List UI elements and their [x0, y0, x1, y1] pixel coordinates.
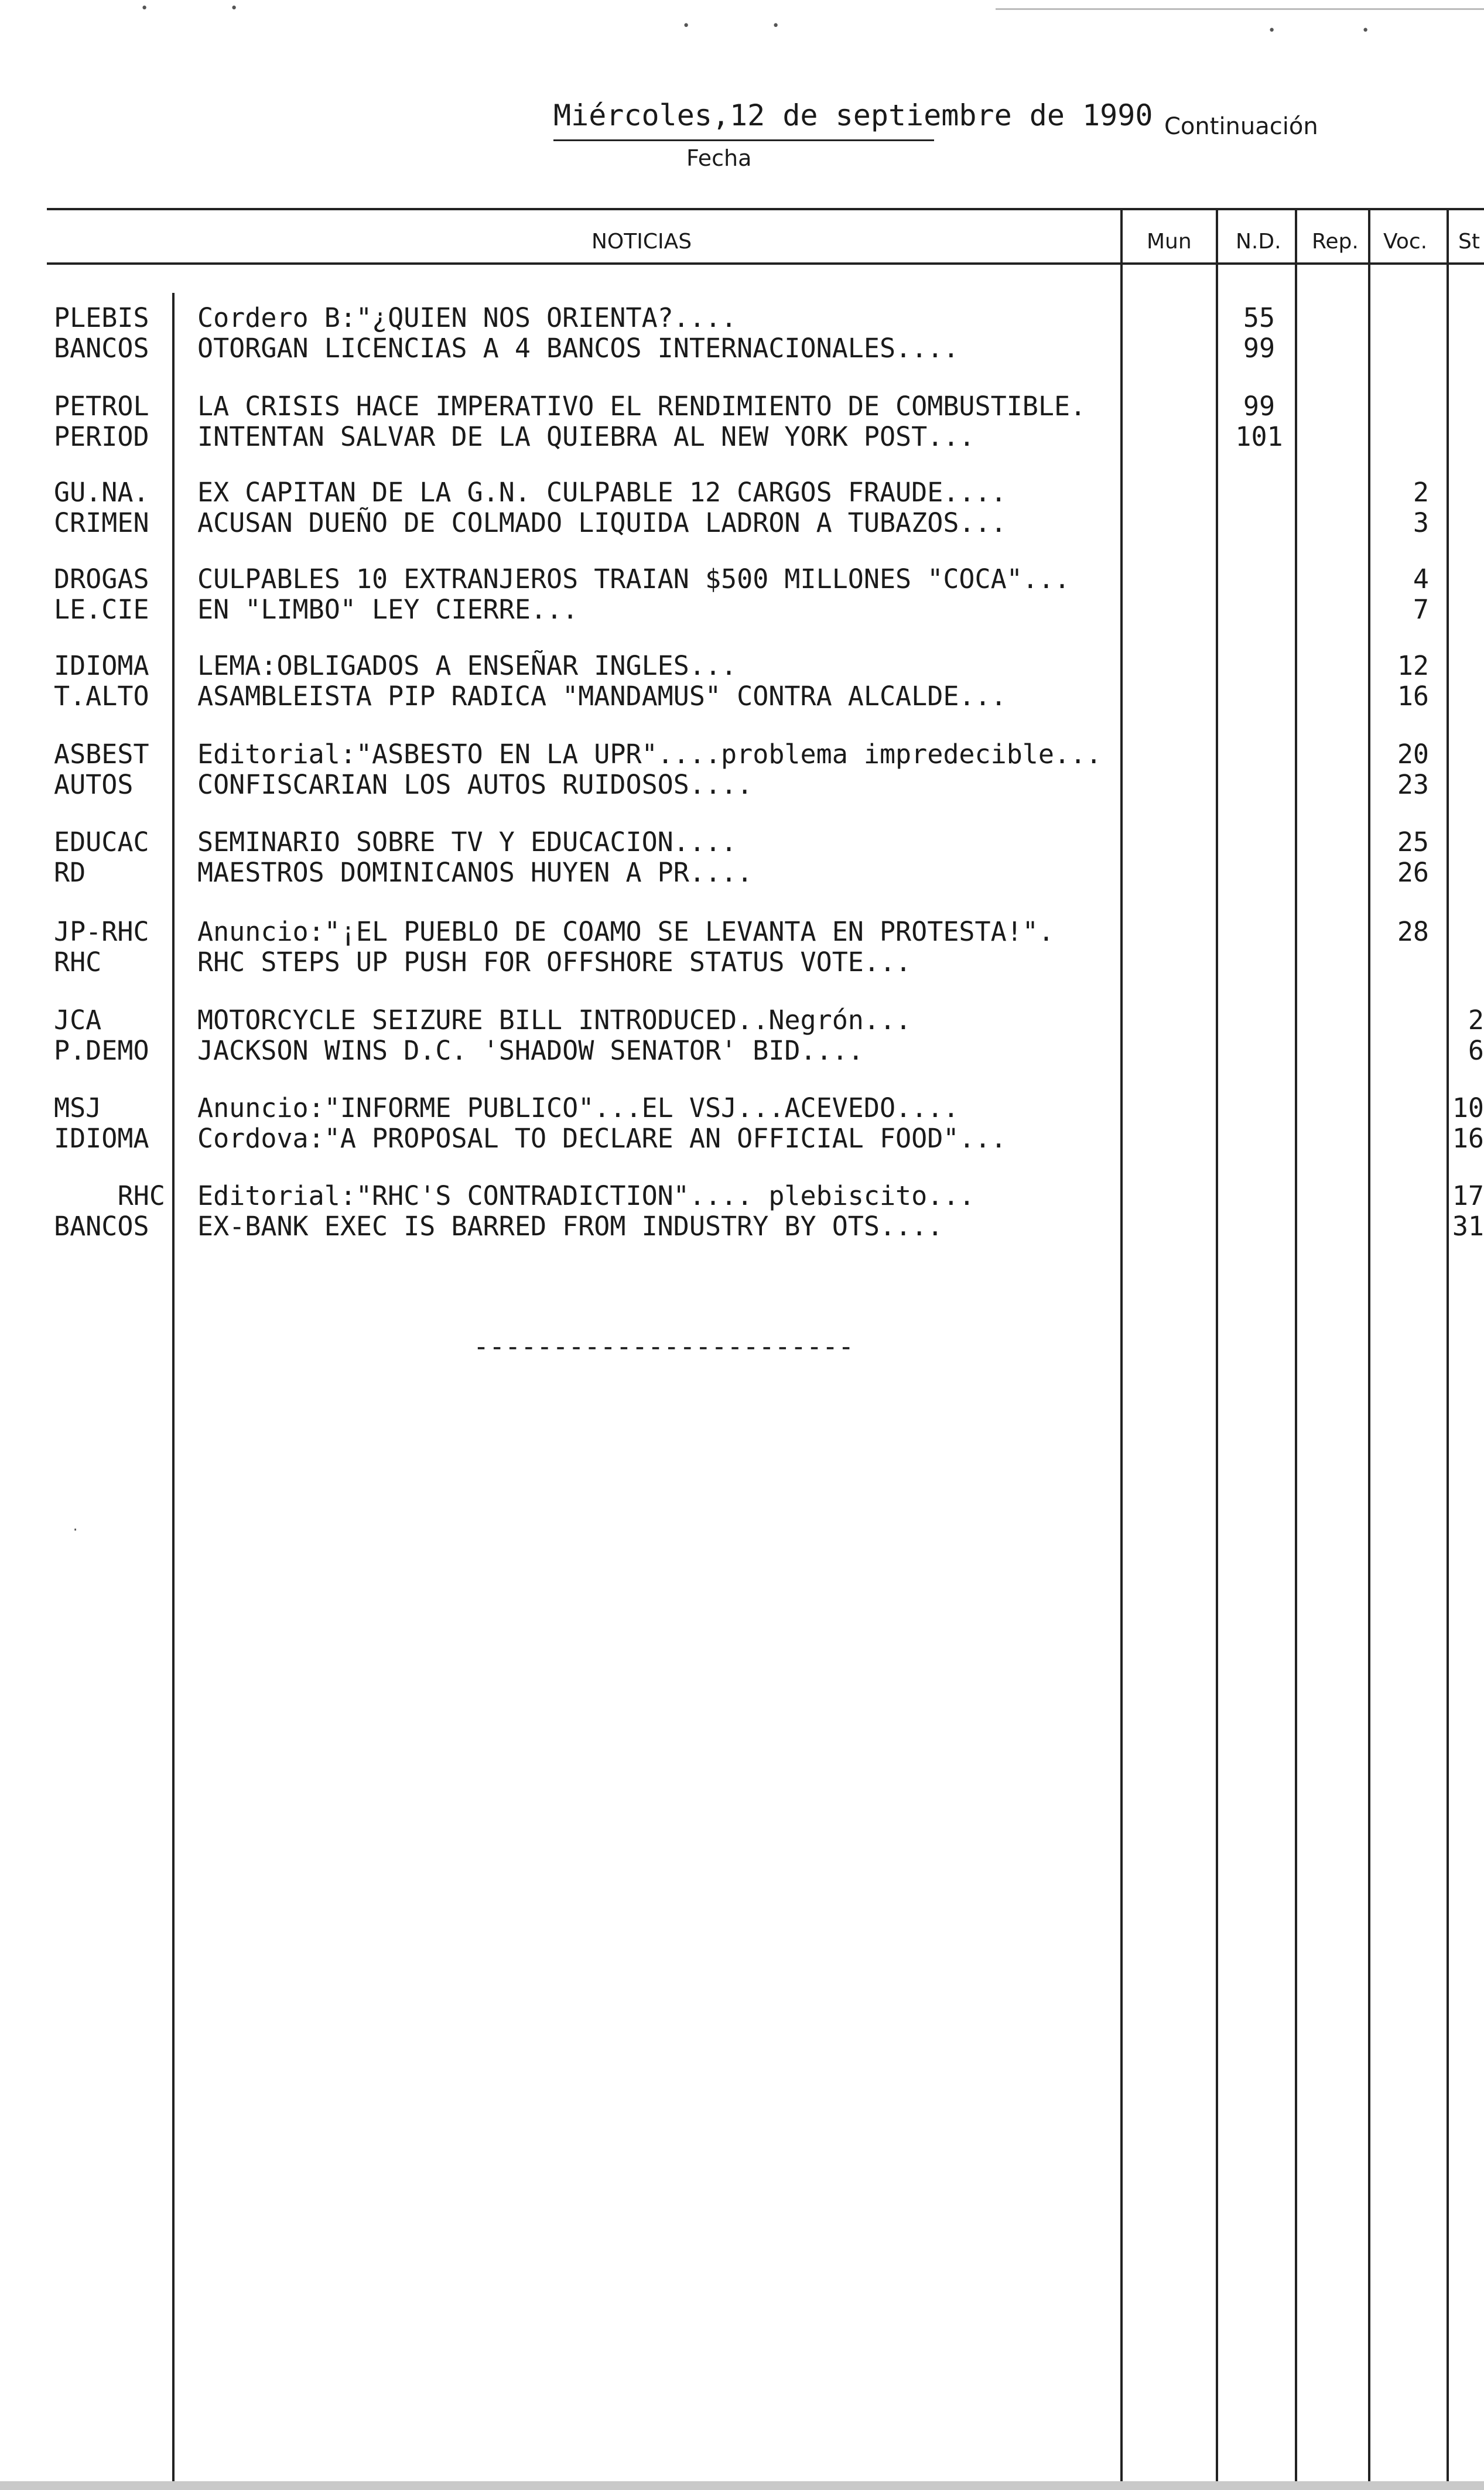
- scan-mark: •: [230, 1, 238, 16]
- date-label: Fecha: [686, 145, 752, 171]
- news-row: [0, 564, 1484, 595]
- row-nd: 101: [1235, 421, 1283, 452]
- news-row: [0, 858, 1484, 888]
- header-bottom-rule: [47, 262, 1484, 265]
- row-nd: 99: [1243, 391, 1276, 422]
- row-code: RHC: [117, 1180, 165, 1211]
- row-code: EDUCAC: [54, 826, 149, 858]
- row-title: ASAMBLEISTA PIP RADICA "MANDAMUS" CONTRA ALCALDE...: [197, 681, 1007, 712]
- row-title: LEMA:OBLIGADOS A ENSEÑAR INGLES...: [197, 650, 737, 681]
- continuation-label: Continuación: [1164, 113, 1318, 140]
- scan-bottom-edge: [0, 2481, 1484, 2490]
- row-title: OTORGAN LICENCIAS A 4 BANCOS INTERNACIONALES....: [197, 333, 959, 364]
- news-row: [0, 1005, 1484, 1036]
- row-code: BANCOS: [54, 333, 149, 364]
- news-row: [0, 917, 1484, 947]
- news-row: [0, 1211, 1484, 1242]
- date-text: Miércoles,12 de septiembre de 1990: [553, 98, 1153, 132]
- row-code: RD: [54, 857, 86, 888]
- news-row: [0, 1123, 1484, 1154]
- row-title: ACUSAN DUEÑO DE COLMADO LIQUIDA LADRON A TUBAZOS...: [197, 507, 1007, 538]
- row-st: 6: [1468, 1035, 1484, 1066]
- row-code: IDIOMA: [54, 650, 149, 681]
- column-header-voc: Voc.: [1383, 230, 1428, 254]
- column-header-mun: Mun: [1147, 230, 1192, 254]
- column-header-nd: N.D.: [1236, 230, 1281, 254]
- row-title: CULPABLES 10 EXTRANJEROS TRAIAN $500 MILLONES "COCA"...: [197, 563, 1071, 595]
- row-title: JACKSON WINS D.C. 'SHADOW SENATOR' BID....: [197, 1035, 864, 1066]
- row-title: EX CAPITAN DE LA G.N. CULPABLE 12 CARGOS FRAUDE....: [197, 477, 1007, 508]
- row-code: JCA: [54, 1005, 102, 1036]
- row-code: PETROL: [54, 391, 149, 422]
- news-row: [0, 739, 1484, 770]
- row-code: T.ALTO: [54, 681, 149, 712]
- news-row: [0, 827, 1484, 858]
- column-header-st: St: [1458, 230, 1480, 254]
- row-title: Cordova:"A PROPOSAL TO DECLARE AN OFFICIAL FOOD"...: [197, 1123, 1007, 1154]
- row-nd: 99: [1243, 333, 1276, 364]
- row-voc: 2: [1413, 477, 1429, 508]
- news-row: [0, 681, 1484, 712]
- row-voc: 28: [1397, 916, 1429, 947]
- row-title: Editorial:"RHC'S CONTRADICTION".... plebiscito...: [197, 1180, 975, 1211]
- scan-mark: •: [682, 19, 690, 33]
- news-row: [0, 422, 1484, 452]
- row-voc: 23: [1397, 769, 1429, 800]
- top-edge-line: [996, 8, 1484, 10]
- row-title: SEMINARIO SOBRE TV Y EDUCACION....: [197, 826, 737, 858]
- row-title: MAESTROS DOMINICANOS HUYEN A PR....: [197, 857, 753, 888]
- row-st: 17: [1452, 1180, 1484, 1211]
- end-separator: ------------------------: [473, 1331, 854, 1362]
- news-row: [0, 1036, 1484, 1066]
- row-code: RHC: [54, 947, 102, 978]
- row-st: 2: [1468, 1005, 1484, 1036]
- row-code: AUTOS: [54, 769, 134, 800]
- row-code: MSJ: [54, 1092, 102, 1123]
- voc-column-left-divider: [1368, 208, 1370, 2490]
- row-title: Cordero B:"¿QUIEN NOS ORIENTA?....: [197, 302, 737, 333]
- row-st: 10: [1452, 1092, 1484, 1123]
- news-row: [0, 303, 1484, 333]
- st-column-left-divider: [1447, 208, 1449, 2490]
- news-row: [0, 770, 1484, 800]
- row-voc: 12: [1397, 650, 1429, 681]
- mun-column-left-divider: [1120, 208, 1123, 2490]
- row-title: EN "LIMBO" LEY CIERRE...: [197, 594, 579, 625]
- rep-column-left-divider: [1295, 208, 1297, 2490]
- news-row: [0, 1181, 1484, 1211]
- row-voc: 7: [1413, 594, 1429, 625]
- row-nd: 55: [1243, 302, 1276, 333]
- row-voc: 16: [1397, 681, 1429, 712]
- row-code: P.DEMO: [54, 1035, 149, 1066]
- row-title: Editorial:"ASBESTO EN LA UPR"....problema impredecible...: [197, 739, 1102, 770]
- news-row: [0, 333, 1484, 364]
- news-row: [0, 477, 1484, 508]
- row-st: 16: [1452, 1123, 1484, 1154]
- row-code: PLEBIS: [54, 302, 149, 333]
- row-st: 31: [1452, 1211, 1484, 1242]
- column-header-noticias: NOTICIAS: [591, 230, 692, 254]
- row-voc: 20: [1397, 739, 1429, 770]
- row-code: LE.CIE: [54, 594, 149, 625]
- news-row: [0, 1093, 1484, 1123]
- row-title: MOTORCYCLE SEIZURE BILL INTRODUCED..Negrón...: [197, 1005, 912, 1036]
- row-title: LA CRISIS HACE IMPERATIVO EL RENDIMIENTO DE COMBUSTIBLE.: [197, 391, 1086, 422]
- row-voc: 4: [1413, 563, 1429, 595]
- row-code: BANCOS: [54, 1211, 149, 1242]
- news-row: [0, 391, 1484, 422]
- row-title: CONFISCARIAN LOS AUTOS RUIDOSOS....: [197, 769, 753, 800]
- row-code: IDIOMA: [54, 1123, 149, 1154]
- news-row: [0, 508, 1484, 538]
- column-header-rep: Rep.: [1312, 230, 1359, 254]
- scan-mark: •: [1362, 23, 1370, 38]
- date-underline: [553, 139, 934, 141]
- row-voc: 26: [1397, 857, 1429, 888]
- row-code: GU.NA.: [54, 477, 149, 508]
- row-voc: 3: [1413, 507, 1429, 538]
- row-title: RHC STEPS UP PUSH FOR OFFSHORE STATUS VOTE...: [197, 947, 912, 978]
- nd-column-left-divider: [1216, 208, 1218, 2490]
- row-code: CRIMEN: [54, 507, 149, 538]
- row-code: JP-RHC: [54, 916, 149, 947]
- scan-mark: •: [1268, 23, 1276, 38]
- row-title: EX-BANK EXEC IS BARRED FROM INDUSTRY BY OTS....: [197, 1211, 943, 1242]
- row-code: ASBEST: [54, 739, 149, 770]
- scan-mark: ·: [71, 1523, 80, 1538]
- scan-mark: •: [141, 1, 149, 16]
- news-row: [0, 651, 1484, 681]
- row-code: DROGAS: [54, 563, 149, 595]
- header-top-rule: [47, 208, 1484, 210]
- row-title: INTENTAN SALVAR DE LA QUIEBRA AL NEW YORK POST...: [197, 421, 975, 452]
- row-code: PERIOD: [54, 421, 149, 452]
- row-title: Anuncio:"INFORME PUBLICO"...EL VSJ...ACEVEDO....: [197, 1092, 959, 1123]
- row-voc: 25: [1397, 826, 1429, 858]
- news-row: [0, 947, 1484, 978]
- row-title: Anuncio:"¡EL PUEBLO DE COAMO SE LEVANTA EN PROTESTA!".: [197, 916, 1054, 947]
- news-row: [0, 595, 1484, 625]
- scan-mark: •: [772, 19, 780, 33]
